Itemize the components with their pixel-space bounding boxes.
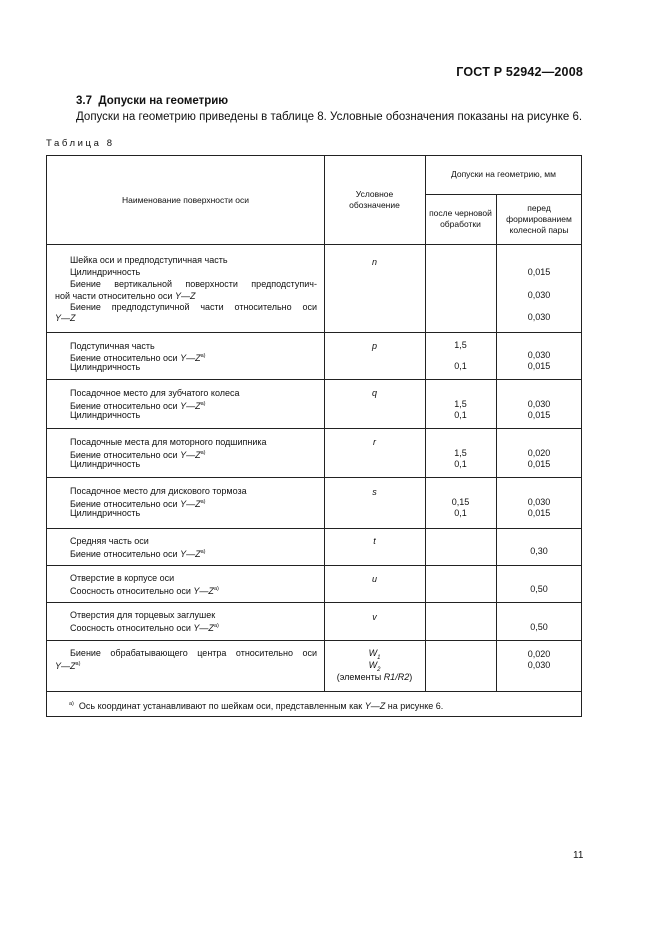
standard-code: ГОСТ Р 52942—2008 bbox=[456, 65, 583, 79]
page-number: 11 bbox=[573, 850, 584, 861]
header-symbol: Условное обозначение bbox=[349, 189, 400, 210]
section-title: Допуски на геометрию bbox=[98, 95, 229, 107]
section-heading bbox=[76, 95, 228, 107]
header-name: Наименование поверхности оси bbox=[121, 195, 250, 205]
header-tolerance: Допуски на геометрию, мм bbox=[450, 169, 556, 179]
section-number: 3.7 bbox=[76, 95, 92, 107]
table-footnote: $^{a)}$ Ось координат устанавливают по шейкам оси, представленным как Y—Z на рисунке 6. bbox=[69, 701, 444, 711]
tolerance-table: Наименование поверхности оси Условное обозначение Допуски на геометрию, мм после черновой обработки перед формированием колесной пары Шейка оси и предподступичная часть Цилиндричность Биение вертикальной поверхности предподступич- ной части относительно оси Y—Z Биение предподступичной части относительно оси Y—Z n 0,015 0,030 0,030 Подступичная часть Биение относительно оси $Y—Z^{a)}$ Цилиндричность p 1,5 0,1 0,030 0,015 Посадочное место для зубчатого колеса Биение относительно оси $Y—Z^{a)}$ Цилиндричность q 1,5 0,1 0,030 0,015 Посадочные места для моторного подшипника Биение относительно оси $Y—Z^{a)}$ Цилиндричность r 1,5 0,1 0,020 0,015 Посадочное место для дискового тормоза Биение относительно оси $Y—Z^{a)}$ Цилиндричность s 0,15 0,1 0,030 0,015 Средняя часть оси Биение относительно оси $Y—Z^{a)}$ t 0,30 Отверстие в корпусе оси Соосность относительно оси $Y—Z^{a)}$ u 0,50 Отверстия для торцевых заглушек Соосность относительно оси $Y—Z^{a)}$ v 0,50 Биение обрабатывающего центра относительно оси $Y—Z^{a)}$ $W_1$ $W_2$ (элементы R1/R2) 0,020 0,030 $^{a)}$ Ось координат устанавливают по шейкам оси, представленным как Y—Z на рисунке 6. bbox=[46, 155, 582, 717]
header-final: перед формированием колесной пары bbox=[506, 203, 572, 235]
header-rough: после черновой обработки bbox=[429, 208, 492, 229]
table-caption: Таблица 8 bbox=[46, 138, 115, 149]
section-intro: Допуски на геометрию приведены в таблице 8. Условные обозначения показаны на рисунке 6. bbox=[76, 111, 583, 123]
